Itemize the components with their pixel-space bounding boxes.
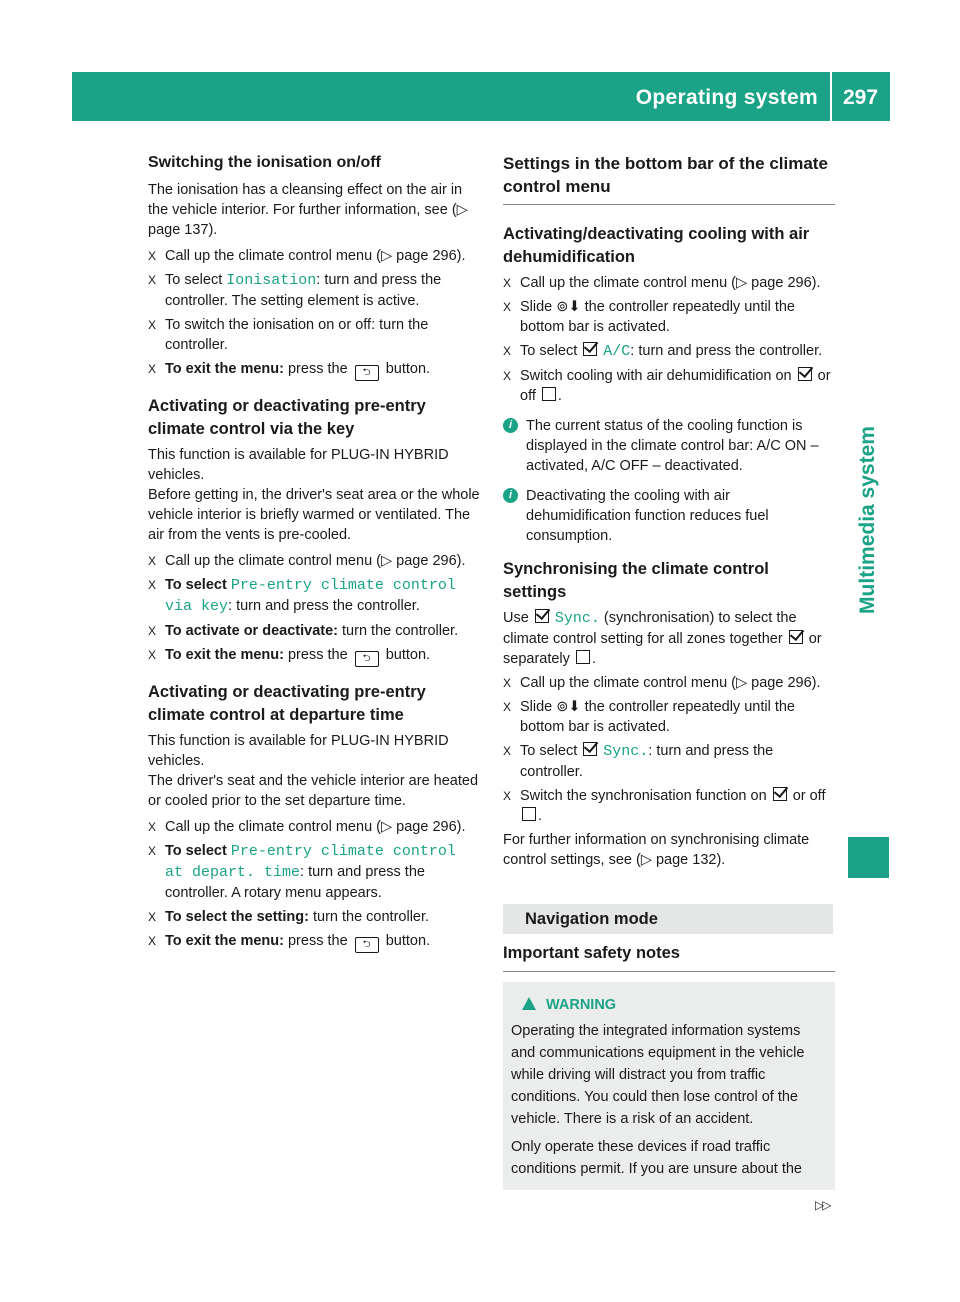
list-item	[148, 621, 480, 641]
step-bold: To select	[165, 577, 231, 593]
step-marker-icon: X	[148, 554, 157, 568]
step-text: or off	[788, 788, 826, 804]
step-bold: To exit the menu:	[165, 647, 284, 663]
warning-title-row	[511, 994, 827, 1016]
checkbox-checked-icon	[798, 367, 812, 381]
list-item	[503, 697, 835, 737]
step-text: : turn and press the controller.	[228, 598, 420, 614]
warning-title: WARNING	[546, 997, 617, 1013]
step-text: press the	[283, 647, 352, 663]
step-text: To select	[520, 343, 582, 359]
step-text: button.	[381, 933, 431, 949]
step-marker-icon: X	[503, 369, 512, 383]
paragraph	[503, 608, 835, 669]
step-marker-icon: X	[503, 789, 512, 803]
list-item	[148, 645, 480, 667]
step-text: Switch cooling with air dehumidification on	[520, 368, 796, 384]
back-button-icon: ⮌	[355, 937, 379, 953]
paragraph: This function is available for PLUG-IN HYBRID vehicles.	[148, 447, 449, 483]
menu-item-code: Pre-entry climate control via key	[165, 577, 456, 615]
back-button-icon: ⮌	[355, 651, 379, 667]
step-text: Call up the climate control menu (▷ page 296).	[165, 248, 466, 264]
step-text: : turn and press the controller.	[520, 743, 774, 780]
menu-item-code: Pre-entry climate control at depart. time	[165, 843, 456, 881]
list-item	[148, 359, 480, 381]
warning-triangle-icon	[522, 997, 536, 1010]
paragraph-text: Use	[503, 610, 533, 626]
step-text: the controller repeatedly until the bottom bar is activated.	[520, 299, 795, 335]
side-tab-marker	[848, 837, 889, 878]
checkbox-checked-icon	[535, 609, 549, 623]
section-heading: Switching the ionisation on/off	[148, 154, 381, 171]
step-marker-icon: X	[148, 844, 157, 858]
step-bold: To select	[165, 843, 231, 859]
page-number: 297	[843, 86, 879, 109]
step-text: .	[538, 808, 543, 824]
step-marker-icon: X	[148, 273, 157, 287]
step-marker-icon: X	[148, 820, 157, 834]
left-column	[148, 152, 480, 953]
section-heading: Settings in the bottom bar of the climate control menu	[503, 154, 828, 196]
list-item	[503, 673, 835, 693]
divider	[503, 971, 835, 972]
list-item	[148, 315, 480, 355]
step-text: Call up the climate control menu (▷ page 296).	[165, 553, 466, 569]
step-text: : turn and press the controller. A rotary menu appears.	[165, 864, 425, 901]
menu-item-code: A/C	[603, 343, 631, 360]
paragraph: The driver's seat and the vehicle interior are heated or cooled prior to the set departure time.	[148, 773, 479, 809]
step-text: To select	[165, 272, 227, 288]
list-item	[148, 575, 480, 617]
paragraph: For further information on synchronising climate control settings, see (▷ page 132).	[503, 832, 810, 868]
paragraph-text: or separately	[503, 631, 822, 667]
list-item	[148, 907, 480, 927]
section-banner: Navigation mode	[503, 904, 833, 934]
step-text: Call up the climate control menu (▷ page 296).	[520, 275, 821, 291]
step-marker-icon: X	[148, 934, 157, 948]
step-marker-icon: X	[503, 300, 512, 314]
step-marker-icon: X	[503, 700, 512, 714]
step-text: : turn and press the controller.	[630, 343, 823, 359]
paragraph-text: (synchronisation) to select the climate control setting for all zones together	[503, 610, 797, 647]
back-button-icon: ⮌	[355, 365, 379, 381]
step-text: Call up the climate control menu (▷ page 296).	[165, 819, 466, 835]
controller-slide-down-icon: ⊚⬇	[556, 699, 581, 715]
step-marker-icon: X	[503, 744, 512, 758]
list-item	[503, 297, 835, 337]
paragraph-text: .	[591, 651, 596, 667]
list-item	[148, 931, 480, 953]
step-text: or off	[520, 368, 831, 404]
step-marker-icon: X	[148, 578, 157, 592]
menu-item-code: Ionisation	[226, 272, 317, 289]
info-icon: i	[503, 418, 518, 433]
step-marker-icon: X	[148, 318, 157, 332]
step-bold: To select the setting:	[165, 909, 309, 925]
step-marker-icon: X	[503, 676, 512, 690]
continue-arrow-icon: ▷▷	[815, 1198, 830, 1212]
checkbox-empty-icon	[522, 807, 536, 821]
list-item	[503, 741, 835, 782]
step-marker-icon: X	[503, 344, 512, 358]
menu-item-code: Sync.	[603, 743, 649, 760]
list-item	[503, 786, 835, 826]
step-bold: To activate or deactivate:	[165, 623, 338, 639]
info-text: Deactivating the cooling with air dehumidification function reduces fuel consumption.	[526, 488, 769, 544]
section-heading: Synchronising the climate control settings	[503, 560, 769, 601]
step-text: Slide	[520, 699, 557, 715]
list-item	[148, 841, 480, 903]
checkbox-checked-icon	[583, 342, 597, 356]
step-text: turn the controller.	[338, 623, 459, 639]
warning-box	[503, 982, 835, 1190]
checkbox-checked-icon	[773, 787, 787, 801]
list-item	[503, 366, 835, 406]
info-note	[503, 416, 835, 476]
list-item	[148, 817, 480, 837]
warning-text: Only operate these devices if road traffic conditions permit. If you are unsure about the	[511, 1139, 802, 1177]
step-text: the controller repeatedly until the bottom bar is activated.	[520, 699, 795, 735]
checkbox-checked-icon	[789, 630, 803, 644]
checkbox-empty-icon	[542, 387, 556, 401]
list-item	[148, 270, 480, 311]
list-item	[148, 246, 480, 266]
checkbox-empty-icon	[576, 650, 590, 664]
menu-item-code: Sync.	[554, 610, 600, 627]
paragraph: This function is available for PLUG-IN HYBRID vehicles.	[148, 733, 449, 769]
controller-slide-down-icon: ⊚⬇	[556, 299, 581, 315]
info-note	[503, 486, 835, 546]
divider	[503, 204, 835, 205]
header-separator	[830, 72, 832, 121]
step-marker-icon: X	[148, 362, 157, 376]
step-text: button.	[381, 361, 431, 377]
step-marker-icon: X	[148, 648, 157, 662]
side-tab-label: Multimedia system	[856, 426, 879, 614]
step-marker-icon: X	[148, 249, 157, 263]
info-icon: i	[503, 488, 518, 503]
step-text: Call up the climate control menu (▷ page 296).	[520, 675, 821, 691]
step-text: press the	[283, 933, 352, 949]
checkbox-checked-icon	[583, 742, 597, 756]
step-bold: To exit the menu:	[165, 361, 284, 377]
step-text: turn the controller.	[308, 909, 430, 925]
list-item	[503, 273, 835, 293]
step-text: Slide	[520, 299, 557, 315]
right-column	[503, 152, 835, 1190]
section-heading: Activating/deactivating cooling with air dehumidification	[503, 225, 810, 266]
list-item	[148, 551, 480, 571]
step-text: button.	[381, 647, 431, 663]
step-marker-icon: X	[148, 910, 157, 924]
info-text: The current status of the cooling function is displayed in the climate control bar: A/C ON – activated, A/C OFF – deactivated.	[526, 418, 819, 474]
step-marker-icon: X	[148, 624, 157, 638]
step-marker-icon: X	[503, 276, 512, 290]
step-text: To switch the ionisation on or off: turn the controller.	[165, 317, 429, 353]
list-item	[503, 341, 835, 362]
step-text: Switch the synchronisation function on	[520, 788, 771, 804]
paragraph: The ionisation has a cleansing effect on the air in the vehicle interior. For further information, see (▷ page 137).	[148, 182, 468, 238]
section-heading: Important safety notes	[503, 944, 680, 962]
step-bold: To exit the menu:	[165, 933, 284, 949]
step-text: To select	[520, 743, 582, 759]
chapter-title: Operating system	[635, 86, 818, 109]
section-heading: Activating or deactivating pre-entry climate control at departure time	[148, 683, 426, 724]
paragraph: Before getting in, the driver's seat area or the whole vehicle interior is briefly warmed or ventilated. The air from the vents is pre-cooled.	[148, 487, 480, 543]
warning-text: Operating the integrated information systems and communications equipment in the vehicle while driving will distract you from traffic conditions. You could then lose control of the vehicle. There is a risk of an accident.	[511, 1023, 805, 1127]
step-text: .	[557, 388, 562, 404]
step-text: : turn and press the controller. The setting element is active.	[165, 272, 442, 309]
section-heading: Activating or deactivating pre-entry climate control via the key	[148, 397, 426, 438]
step-text: press the	[283, 361, 352, 377]
